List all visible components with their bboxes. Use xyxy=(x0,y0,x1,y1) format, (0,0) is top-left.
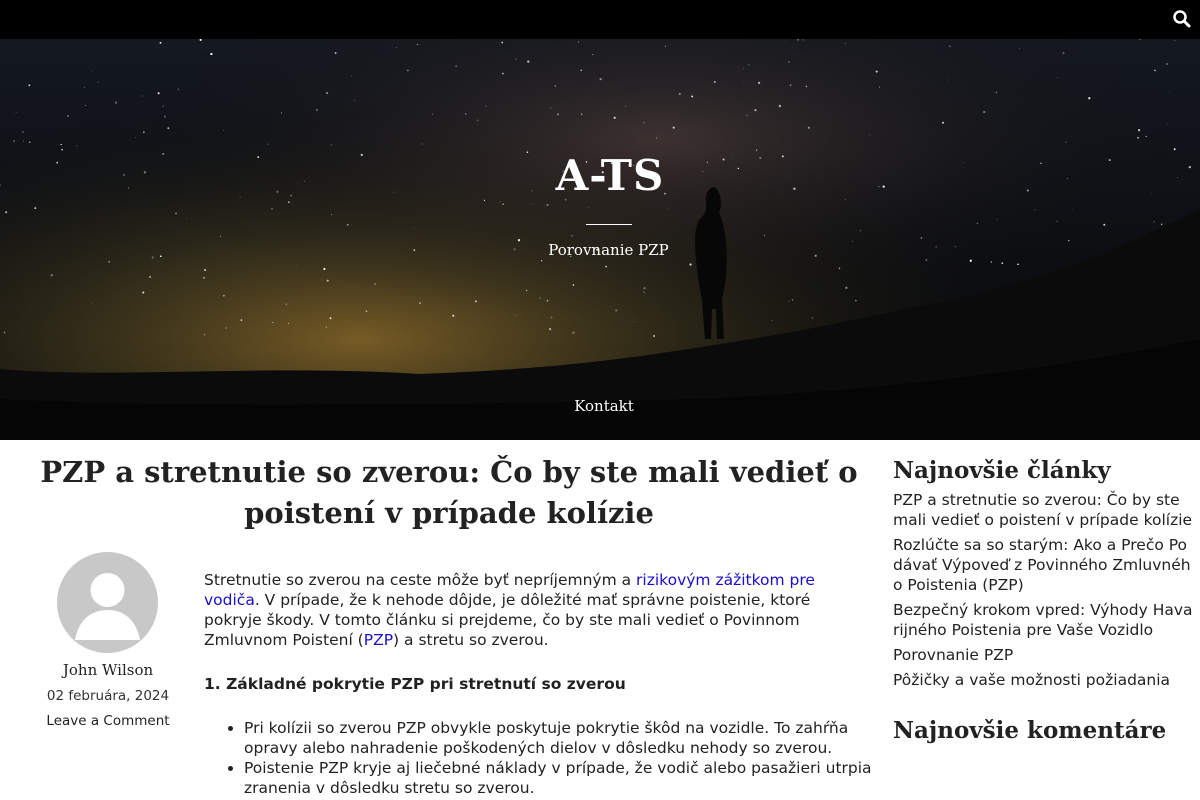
intro-text-3: ) a stretu so zverou. xyxy=(393,631,549,649)
recent-post-link[interactable]: Rozlúčte sa so starým: Ako a Prečo Podávať Výpoveď z Povinného Zmluvného Poistenia (PZP) xyxy=(893,536,1191,594)
post-date: 02 februára, 2024 xyxy=(46,688,170,704)
section-list xyxy=(204,718,872,798)
recent-post-link[interactable]: Porovnanie PZP xyxy=(893,646,1014,664)
site-title[interactable]: A-TS xyxy=(555,151,665,200)
author-name[interactable]: John Wilson xyxy=(62,661,154,679)
top-bar xyxy=(0,0,1200,39)
recent-post-link[interactable]: Bezpečný krokom vpred: Výhody Havarijného Poistenia pre Vaše Vozidlo xyxy=(893,601,1193,639)
default-avatar-icon xyxy=(57,552,158,653)
author-avatar xyxy=(57,552,158,653)
list-item xyxy=(893,670,1193,690)
post-content xyxy=(204,570,872,798)
recent-post-link[interactable]: PZP a stretnutie so zverou: Čo by ste mali vedieť o poistení v prípade kolízie xyxy=(893,491,1193,529)
intro-text-2: . V prípade, že k nehode dôjde, je dôležité mať správne poistenie, ktoré pokryje škody. V tomto článku si prejdeme, čo by ste mali vedieť o Povinnom Zmluvnom Poistení ( xyxy=(204,591,811,649)
recent-posts-title: Najnovšie články xyxy=(893,457,1111,484)
main-nav xyxy=(0,396,1200,415)
post-intro xyxy=(204,570,868,650)
intro-link-pzp[interactable]: PZP xyxy=(363,631,394,649)
post-title: PZP a stretnutie so zverou: Čo by ste mali vedieť o poistení v prípade kolízie xyxy=(40,455,858,530)
intro-link-risk[interactable]: rizikovým zážitkom pre vodiča xyxy=(204,571,815,609)
leave-comment-link[interactable]: Leave a Comment xyxy=(46,713,170,729)
list-item xyxy=(893,490,1193,530)
recent-posts-list xyxy=(893,490,1193,690)
header-banner xyxy=(0,39,1200,440)
list-item: • Poistenie PZP kryje aj liečebné náklady v prípade, že vodič alebo pasažieri utrpia zranenia v dôsledku stretu so zverou. xyxy=(244,758,872,798)
recent-post-link[interactable]: Pôžičky a vaše možnosti požiadania xyxy=(893,671,1171,689)
nav-item-kontakt[interactable]: Kontakt xyxy=(574,397,634,415)
recent-comments-title: Najnovšie komentáre xyxy=(893,717,1167,744)
night-sky-image xyxy=(0,39,1200,440)
list-item: • Pri kolízii so zverou PZP obvykle poskytuje pokrytie škôd na vozidle. To zahŕňa opravy alebo nahradenie poškodených dielov v dôsledku nehody so zverou. xyxy=(244,718,872,758)
list-item xyxy=(893,535,1193,595)
section-heading: 1. Základné pokrytie PZP pri stretnutí so zverou xyxy=(204,675,626,693)
title-divider xyxy=(586,224,632,225)
list-item xyxy=(893,600,1193,640)
search-icon[interactable] xyxy=(1172,9,1192,29)
sidebar xyxy=(893,456,1193,746)
list-item xyxy=(893,645,1193,665)
site-tagline: Porovnanie PZP xyxy=(548,241,669,259)
intro-text-1: Stretnutie so zverou na ceste môže byť nepríjemným a xyxy=(204,571,637,589)
